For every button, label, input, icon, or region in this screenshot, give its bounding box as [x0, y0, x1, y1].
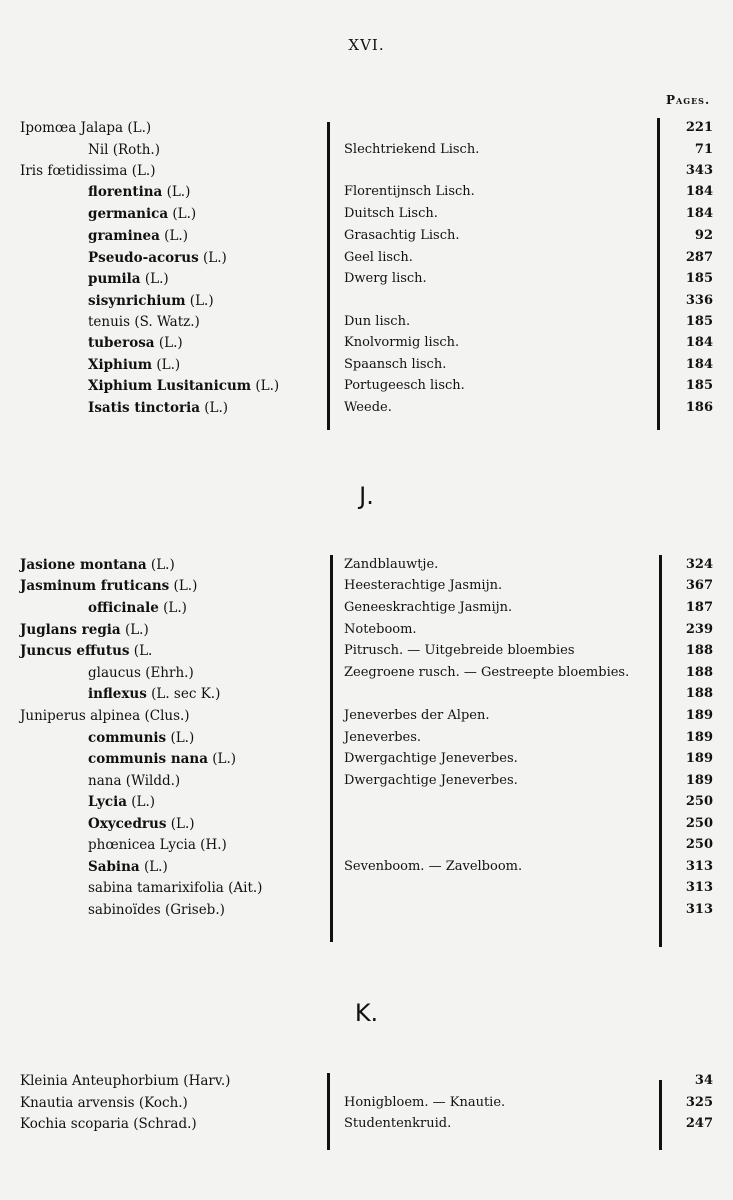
- page-reference: 189: [685, 773, 713, 788]
- dutch-name: Geneeskrachtige Jasmijn.: [344, 600, 513, 615]
- species-name: Juncus effutus: [20, 643, 130, 659]
- latin-name: [88, 686, 220, 702]
- authority: (Ait.): [228, 880, 263, 896]
- latin-name: [88, 250, 227, 266]
- page-reference: 186: [685, 400, 713, 415]
- species-name: pumila: [88, 271, 141, 287]
- latin-name: [88, 665, 194, 681]
- index-entry: [0, 1095, 733, 1117]
- index-entry: [0, 293, 733, 315]
- species-name: Isatis tinctoria: [88, 400, 200, 416]
- latin-name: [20, 120, 151, 136]
- latin-name: [88, 400, 228, 416]
- authority: (L. sec K.): [151, 686, 221, 702]
- authority: (L.): [255, 378, 280, 394]
- dutch-name: Dwergachtige Jeneverbes.: [344, 773, 518, 788]
- authority: (L.): [212, 751, 237, 767]
- index-entry: [0, 228, 733, 250]
- dutch-name: Grasachtig Lisch.: [344, 228, 460, 243]
- section-letter-heading: K.: [354, 999, 379, 1027]
- index-entry: [0, 378, 733, 400]
- authority: (Koch.): [138, 1095, 188, 1111]
- latin-name: [88, 142, 160, 158]
- authority: (L.): [150, 557, 175, 573]
- index-entry: [0, 837, 733, 859]
- authority: (L.): [144, 271, 169, 287]
- page-reference: 71: [694, 142, 713, 157]
- dutch-name: Spaansch lisch.: [344, 357, 447, 372]
- species-name: sisynrichium: [88, 293, 186, 309]
- page-reference: 313: [685, 902, 713, 917]
- index-entry: [0, 730, 733, 752]
- index-entry: [0, 250, 733, 272]
- index-entry: [0, 600, 733, 622]
- section-letter-heading: J.: [359, 482, 374, 510]
- latin-name: [20, 643, 152, 659]
- species-name: Pseudo-acorus: [88, 250, 199, 266]
- latin-name: [88, 335, 183, 351]
- page-reference: 313: [685, 859, 713, 874]
- species-name: Kleinia Anteuphorbium: [20, 1073, 179, 1089]
- latin-name: [88, 902, 225, 918]
- latin-name: [88, 357, 180, 373]
- species-name: germanica: [88, 206, 169, 222]
- authority: (Schrad.): [133, 1116, 197, 1132]
- latin-name: [88, 859, 168, 875]
- page-reference: 184: [685, 335, 713, 350]
- latin-name: [20, 1116, 197, 1132]
- index-entry: [0, 751, 733, 773]
- species-name: communis nana: [88, 751, 208, 767]
- latin-name: [20, 578, 197, 594]
- species-name: sabina tamarixifolia: [88, 880, 224, 896]
- latin-name: [88, 880, 262, 896]
- latin-name: [20, 557, 175, 573]
- page-reference: 287: [685, 250, 713, 265]
- index-entry: [0, 163, 733, 185]
- page-reference: 34: [694, 1073, 713, 1088]
- index-entry: [0, 120, 733, 142]
- page-reference: 184: [685, 184, 713, 199]
- authority: (L.): [189, 293, 214, 309]
- authority: (L.): [170, 730, 195, 746]
- page-reference: 187: [685, 600, 713, 615]
- page-reference: 185: [685, 271, 713, 286]
- authority: (Harv.): [183, 1073, 231, 1089]
- species-name: officinale: [88, 600, 159, 616]
- authority: (L.): [158, 335, 183, 351]
- latin-name: [88, 837, 227, 853]
- page-reference: 324: [685, 557, 713, 572]
- dutch-name: Pitrusch. — Uitgebreide bloembies: [344, 643, 575, 658]
- index-entry: [0, 557, 733, 579]
- authority: (L.): [172, 206, 197, 222]
- page-reference: 325: [685, 1095, 713, 1110]
- index-entry: [0, 1116, 733, 1138]
- species-name: Xiphium: [88, 357, 153, 373]
- index-entry: [0, 357, 733, 379]
- dutch-name: Dwergachtige Jeneverbes.: [344, 751, 518, 766]
- species-name: Knautia arvensis: [20, 1095, 135, 1111]
- authority: (L.): [163, 600, 187, 616]
- dutch-name: Florentijnsch Lisch.: [344, 184, 475, 199]
- page-reference: 188: [685, 686, 713, 701]
- species-name: tuberosa: [88, 335, 155, 351]
- latin-name: [88, 184, 190, 200]
- index-entry: [0, 400, 733, 422]
- index-entry: [0, 643, 733, 665]
- page-number: XVI.: [348, 36, 385, 54]
- authority: (L.): [124, 622, 149, 638]
- page-reference: 184: [685, 206, 713, 221]
- dutch-name: Noteboom.: [344, 622, 417, 637]
- latin-name: [20, 1073, 230, 1089]
- authority: (L.): [127, 120, 152, 136]
- pages-column-label: Pages.: [666, 93, 711, 107]
- page-reference: 189: [685, 730, 713, 745]
- index-entry: [0, 708, 733, 730]
- authority: (Ehrh.): [145, 665, 194, 681]
- latin-name: [88, 751, 236, 767]
- dutch-name: Weede.: [344, 400, 392, 415]
- dutch-name: Duitsch Lisch.: [344, 206, 438, 221]
- dutch-name: Heesterachtige Jasmijn.: [344, 578, 503, 593]
- page-reference: 189: [685, 751, 713, 766]
- index-entry: [0, 142, 733, 164]
- index-entry: [0, 271, 733, 293]
- latin-name: [20, 163, 156, 179]
- species-name: inflexus: [88, 686, 147, 702]
- dutch-name: Jeneverbes.: [344, 730, 422, 745]
- index-entry: [0, 665, 733, 687]
- species-name: tenuis: [88, 314, 131, 330]
- species-name: Juniperus alpinea: [20, 708, 141, 724]
- authority: (H.): [200, 837, 227, 853]
- authority: (L.): [164, 228, 188, 244]
- dutch-name: Sevenboom. — Zavelboom.: [344, 859, 523, 874]
- index-entry: [0, 1073, 733, 1095]
- species-name: Juglans regia: [20, 622, 121, 638]
- latin-name: [88, 206, 196, 222]
- index-entry: [0, 880, 733, 902]
- species-name: Nil: [88, 142, 109, 158]
- authority: (S. Watz.): [134, 314, 200, 330]
- index-entry: [0, 816, 733, 838]
- page-reference: 189: [685, 708, 713, 723]
- page-reference: 188: [685, 665, 713, 680]
- index-entry: [0, 335, 733, 357]
- species-name: phœnicea Lycia: [88, 837, 196, 853]
- dutch-name: Zeegroene rusch. — Gestreepte bloembies.: [344, 665, 630, 680]
- authority: (Clus.): [144, 708, 190, 724]
- species-name: graminea: [88, 228, 160, 244]
- latin-name: [88, 600, 187, 616]
- authority: (L.: [133, 643, 153, 659]
- authority: (L.): [173, 578, 198, 594]
- authority: (L.): [166, 184, 191, 200]
- dutch-name: Honigbloem. — Knautie.: [344, 1095, 506, 1110]
- latin-name: [20, 708, 190, 724]
- authority: (L.): [156, 357, 181, 373]
- index-entry: [0, 686, 733, 708]
- species-name: Jasminum fruticans: [20, 578, 170, 594]
- page-reference: 92: [694, 228, 713, 243]
- page-reference: 184: [685, 357, 713, 372]
- index-entry: [0, 578, 733, 600]
- dutch-name: Portugeesch lisch.: [344, 378, 465, 393]
- authority: (L.): [170, 816, 195, 832]
- species-name: Xiphium Lusitanicum: [88, 378, 252, 394]
- latin-name: [20, 1095, 188, 1111]
- index-entry: [0, 314, 733, 336]
- latin-name: [88, 228, 188, 244]
- page-reference: 367: [685, 578, 713, 593]
- page-reference: 221: [685, 120, 713, 135]
- index-entry: [0, 859, 733, 881]
- authority: (L.): [203, 250, 227, 266]
- index-entry: [0, 206, 733, 228]
- dutch-name: Knolvormig lisch.: [344, 335, 460, 350]
- species-name: florentina: [88, 184, 163, 200]
- latin-name: [88, 794, 155, 810]
- authority: (L.): [143, 859, 168, 875]
- dutch-name: Jeneverbes der Alpen.: [344, 708, 490, 723]
- latin-name: [88, 271, 169, 287]
- latin-name: [88, 730, 194, 746]
- latin-name: [88, 293, 214, 309]
- species-name: Sabina: [88, 859, 140, 875]
- species-name: nana: [88, 773, 122, 789]
- index-entry: [0, 773, 733, 795]
- authority: (L.): [131, 794, 156, 810]
- index-entry: [0, 622, 733, 644]
- species-name: Jasione montana: [20, 557, 147, 573]
- authority: (Roth.): [112, 142, 160, 158]
- species-name: Ipomœa Jalapa: [20, 120, 124, 136]
- species-name: glaucus: [88, 665, 141, 681]
- authority: (L.): [204, 400, 229, 416]
- dutch-name: Dwerg lisch.: [344, 271, 427, 286]
- latin-name: [88, 816, 195, 832]
- species-name: Oxycedrus: [88, 816, 167, 832]
- species-name: communis: [88, 730, 167, 746]
- latin-name: [20, 622, 149, 638]
- species-name: Iris fœtidissima: [20, 163, 128, 179]
- index-entry: [0, 184, 733, 206]
- page-reference: 185: [685, 378, 713, 393]
- authority: (L.): [131, 163, 156, 179]
- page-reference: 343: [685, 163, 713, 178]
- page-reference: 313: [685, 880, 713, 895]
- page-reference: 250: [685, 816, 713, 831]
- species-name: Lycia: [88, 794, 127, 810]
- page-reference: 250: [685, 794, 713, 809]
- dutch-name: Studentenkruid.: [344, 1116, 452, 1131]
- page-reference: 188: [685, 643, 713, 658]
- latin-name: [88, 773, 180, 789]
- species-name: Kochia scoparia: [20, 1116, 129, 1132]
- dutch-name: Slechtriekend Lisch.: [344, 142, 480, 157]
- page-reference: 250: [685, 837, 713, 852]
- species-name: sabinoïdes: [88, 902, 161, 918]
- authority: (Wildd.): [125, 773, 181, 789]
- index-entry: [0, 794, 733, 816]
- page-reference: 239: [685, 622, 713, 637]
- latin-name: [88, 378, 279, 394]
- latin-name: [88, 314, 200, 330]
- page-reference: 185: [685, 314, 713, 329]
- page-reference: 247: [685, 1116, 713, 1131]
- page-reference: 336: [685, 293, 713, 308]
- dutch-name: Dun lisch.: [344, 314, 411, 329]
- dutch-name: Geel lisch.: [344, 250, 413, 265]
- index-entry: [0, 902, 733, 924]
- dutch-name: Zandblauwtje.: [344, 557, 439, 572]
- authority: (Griseb.): [164, 902, 225, 918]
